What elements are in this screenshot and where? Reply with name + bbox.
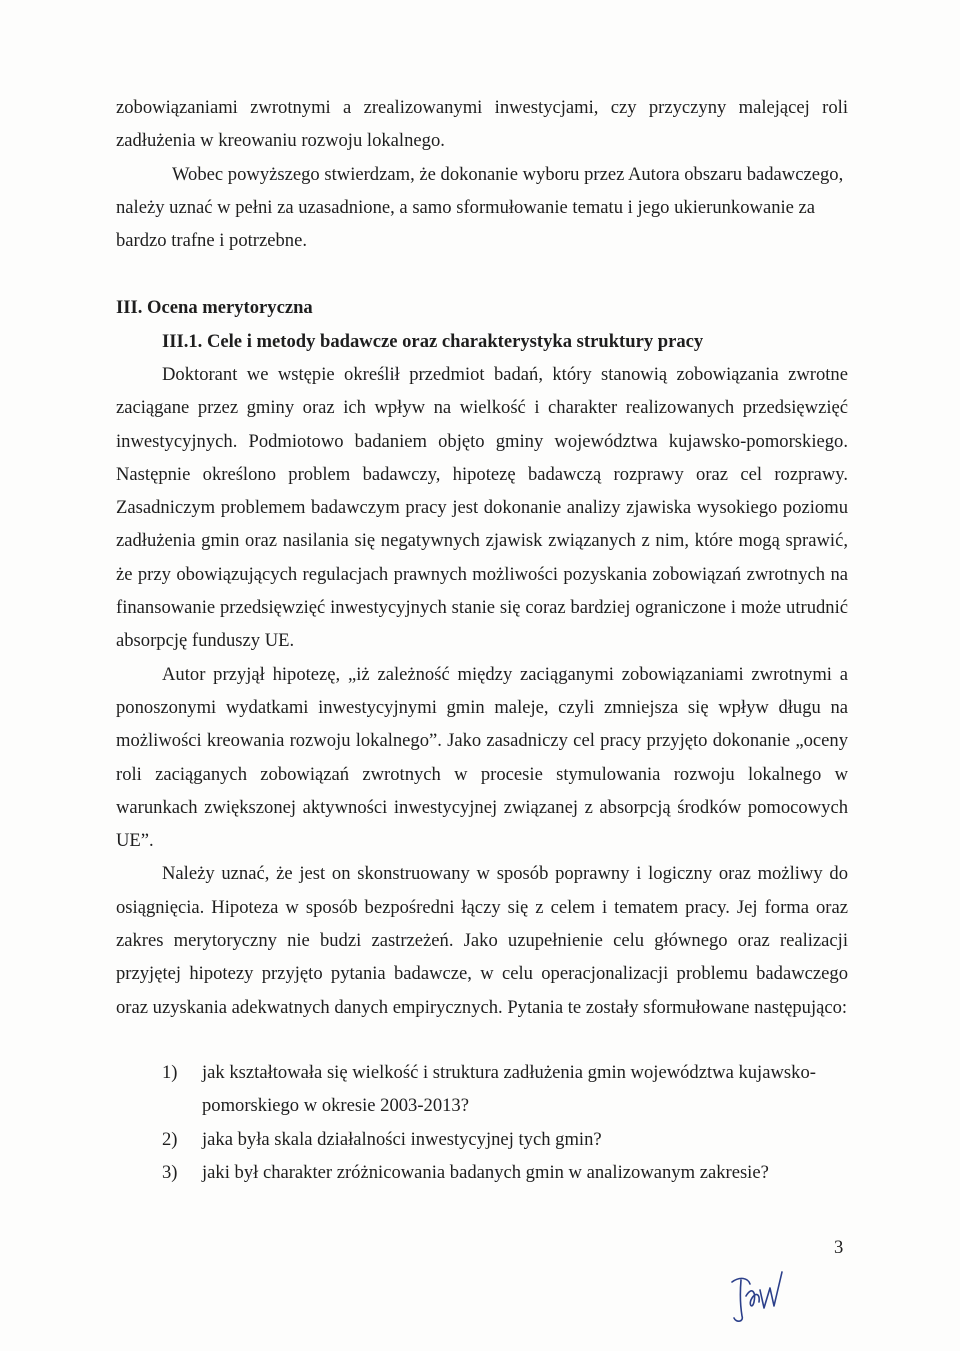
handwritten-initials-signature <box>726 1268 796 1326</box>
body-paragraph-1: Doktorant we wstępie określił przedmiot badań, który stanowią zobowiązania zwrotne zaciągane przez gminy oraz ich wpływ na wielkość i charakter realizowanych przedsięwzięć inwestycyjnych. Podmiotowo badaniem objęto gminy województwa kujawsko-pomorskiego. Następnie określono problem badawczy, hipotezę badawczą rozprawy oraz cel rozprawy. Zasadniczym problemem badawczym pracy jest dokonanie analizy zjawiska wysokiego poziomu zadłużenia gmin oraz nasilania się negatywnych zjawisk związanych z nim, które mogą sprawić, że przy obowiązujących regulacjach prawnych możliwości pozyskania zobowiązań zwrotnych na finansowanie przedsięwzięć inwestycyjnych stanie się coraz bardziej ograniczone i może utrudnić absorpcję funduszy UE. <box>116 364 848 652</box>
body-paragraph-3: Należy uznać, że jest on skonstruowany w sposób poprawny i logiczny oraz możliwy do osiągnięcia. Hipoteza w sposób bezpośredni łączy się z celem i tematem pracy. Jej forma oraz zakres merytoryczny nie budzi zastrzeżeń. Jako uzupełnienie celu głównego oraz realizacji przyjętej hipotezy przyjęto pytania badawcze, w celu operacjonalizacji problemu badawczego oraz uzyskania adekwatnych danych empirycznych. Pytania te zostały sformułowane następująco: <box>116 863 848 1018</box>
body-paragraph-2: Autor przyjął hipotezę, „iż zależność między zaciąganymi zobowiązaniami zwrotnymi a ponoszonymi wydatkami inwestycyjnymi gmin maleje, czyli zmniejsza się wpływ długu na możliwości kreowania rozwoju lokalnego”. Jako zasadniczy cel pracy przyjęto dokonanie „oceny roli zaciąganych zobowiązań zwrotnych w procesie stymulowania rozwoju lokalnego w warunkach zwiększonej aktywności inwestycyjnej związanej z absorpcją środków pomocowych UE”. <box>116 663 848 852</box>
intro-paragraph: zobowiązaniami zwrotnymi a zrealizowanymi inwestycjami, czy przyczyny malejącej roli zadłużenia w kreowaniu rozwoju lokalnego. <box>116 97 848 152</box>
intro-text <box>116 91 848 257</box>
conclusion-paragraph: Wobec powyższego stwierdzam, że dokonanie wyboru przez Autora obszaru badawczego, należy uznać w pełni za uzasadnione, a samo sformułowanie tematu i jego ukierunkowanie za bardzo trafne i potrzebne. <box>116 163 844 252</box>
page-number: 3 <box>834 1237 844 1258</box>
list-item <box>162 1056 852 1123</box>
list-item-text: jak kształtowała się wielkość i struktura zadłużenia gmin województwa kujawsko-pomorskiego w okresie 2003-2013? <box>202 1062 816 1117</box>
list-item <box>162 1156 852 1189</box>
list-item-number: 2) <box>162 1128 178 1150</box>
list-item-text: jaki był charakter zróżnicowania badanych gmin w analizowanym zakresie? <box>202 1161 769 1183</box>
section-heading: III. Ocena merytoryczna <box>116 297 313 318</box>
list-item-number: 3) <box>162 1161 178 1183</box>
list-item-number: 1) <box>162 1062 178 1083</box>
list-item <box>162 1123 852 1156</box>
research-questions-list <box>162 1056 852 1189</box>
list-item-text: jaka była skala działalności inwestycyjnej tych gmin? <box>202 1128 602 1150</box>
subsection-heading: III.1. Cele i metody badawcze oraz charakterystyka struktury pracy <box>162 331 704 352</box>
section-body <box>116 358 848 1024</box>
